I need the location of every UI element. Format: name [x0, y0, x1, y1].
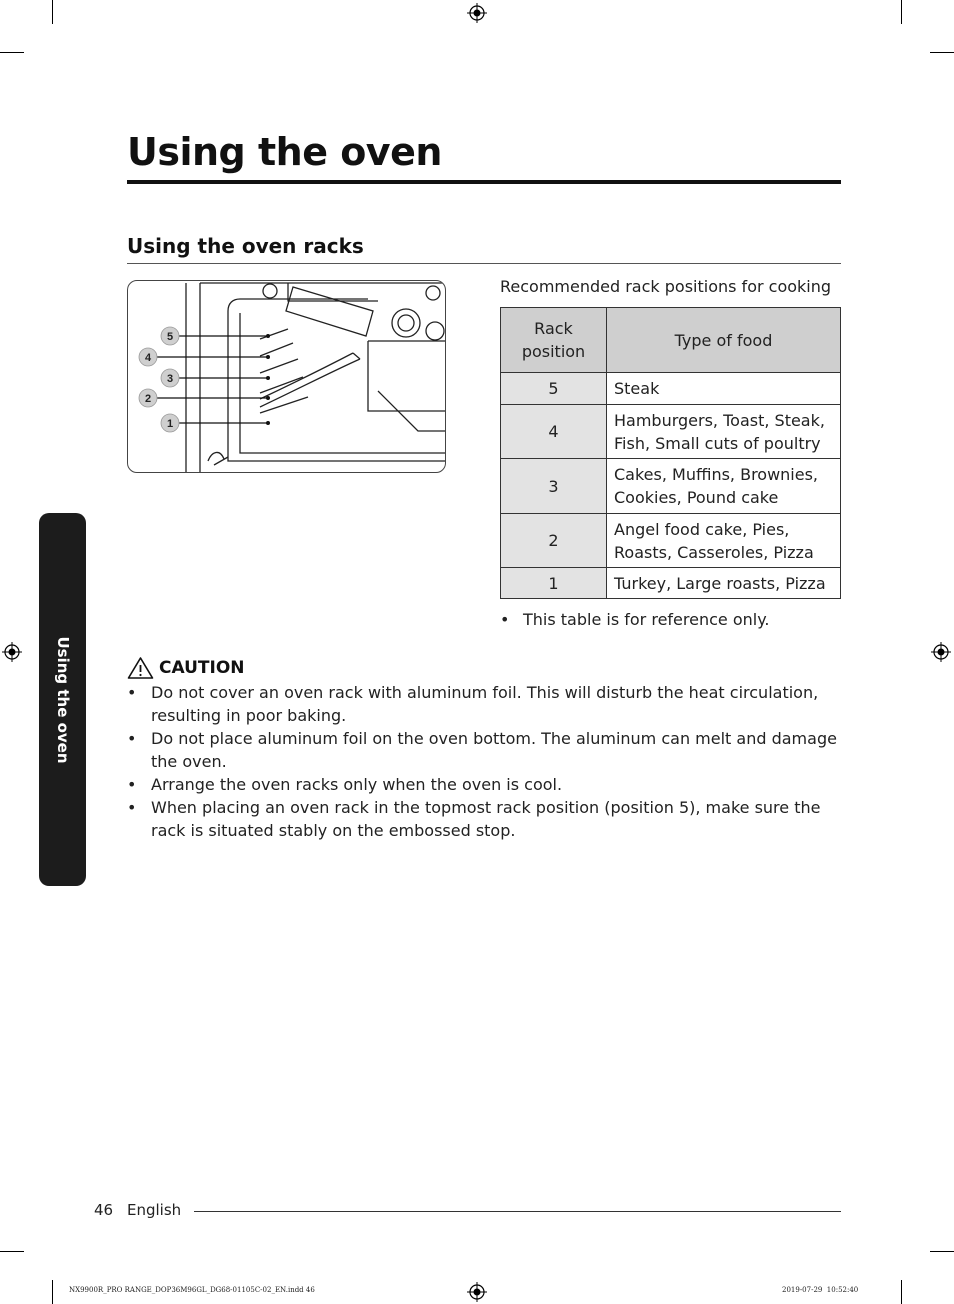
note-text: This table is for reference only.: [523, 610, 770, 629]
caution-item-text: Do not place aluminum foil on the oven bottom. The aluminum can melt and damage the oven.: [151, 729, 837, 771]
crop-mark: [901, 0, 902, 24]
registration-mark-icon: [931, 642, 951, 662]
crop-mark: [930, 52, 954, 53]
crop-mark: [901, 1280, 902, 1304]
oven-interior-drawing: [128, 281, 445, 472]
header-type-of-food: Type of food: [607, 308, 841, 373]
cell-position: 5: [501, 373, 607, 405]
cell-food: Cakes, Muffins, Brownies, Cookies, Pound cake: [607, 459, 841, 514]
rack-position-table: [500, 307, 841, 599]
section-rule: [127, 263, 841, 264]
rack-label-3: [161, 369, 179, 387]
registration-mark-icon: [467, 1282, 487, 1302]
header-rack-position: Rack position: [501, 308, 607, 373]
bullet: •: [127, 798, 137, 817]
table-caption: Recommended rack positions for cooking: [500, 277, 832, 296]
table-row: [501, 514, 841, 568]
caution-label: CAUTION: [159, 658, 245, 678]
cell-food: Angel food cake, Pies, Roasts, Casseroles, Pizza: [607, 514, 841, 568]
svg-text:4: 4: [144, 352, 152, 364]
page-number: 46: [94, 1201, 114, 1219]
cell-position: 1: [501, 568, 607, 599]
bullet: •: [127, 775, 137, 794]
footer-rule: [194, 1211, 841, 1212]
svg-text:2: 2: [144, 393, 152, 405]
registration-mark-icon: [2, 642, 22, 662]
caution-list: [127, 681, 837, 842]
registration-mark-icon: [467, 3, 487, 23]
crop-mark: [0, 1251, 24, 1252]
rack-label-4: [139, 348, 157, 366]
cell-food: Hamburgers, Toast, Steak, Fish, Small cuts of poultry: [607, 405, 841, 459]
cell-food: Turkey, Large roasts, Pizza: [607, 568, 841, 599]
cell-position: 2: [501, 514, 607, 568]
svg-text:1: 1: [166, 418, 174, 430]
chapter-side-tab: [39, 513, 86, 886]
list-item: [127, 727, 837, 773]
caution-item-text: Do not cover an oven rack with aluminum foil. This will disturb the heat circulation, resulting in poor baking.: [151, 683, 819, 725]
warning-triangle-icon: [127, 656, 154, 680]
caution-heading: [127, 656, 245, 680]
bullet: •: [500, 610, 510, 629]
table-row: [501, 459, 841, 514]
rack-label-5: [161, 327, 179, 345]
list-item: [127, 773, 837, 796]
page-title: Using the oven: [127, 130, 442, 174]
cell-position: 3: [501, 459, 607, 514]
cell-food: Steak: [607, 373, 841, 405]
bullet: •: [127, 683, 137, 702]
print-slug-file: NX9900R_PRO RANGE_DOP36M96GL_DG68-01105C-02_EN.indd 46: [69, 1286, 315, 1294]
caution-item-text: When placing an oven rack in the topmost rack position (position 5), make sure the rack is situated stably on the embossed stop.: [151, 798, 821, 840]
crop-mark: [52, 0, 53, 24]
list-item: [127, 796, 837, 842]
rack-label-2: [139, 389, 157, 407]
table-row: [501, 568, 841, 599]
svg-text:3: 3: [166, 373, 174, 385]
crop-mark: [930, 1251, 954, 1252]
table-row: [501, 405, 841, 459]
table-note: [500, 610, 769, 629]
caution-item-text: Arrange the oven racks only when the oven is cool.: [151, 775, 563, 794]
svg-text:5: 5: [166, 331, 174, 343]
crop-mark: [52, 1280, 53, 1304]
title-rule: [127, 180, 841, 184]
cell-position: 4: [501, 405, 607, 459]
table-header-row: [501, 308, 841, 373]
table-row: [501, 373, 841, 405]
rack-label-1: [161, 414, 179, 432]
section-title: Using the oven racks: [127, 234, 364, 258]
footer-language: English: [127, 1201, 182, 1219]
oven-rack-illustration: [127, 280, 446, 473]
side-tab-label: Using the oven: [53, 635, 72, 764]
crop-mark: [0, 52, 24, 53]
print-slug-timestamp: 2019-07-29 ￼ 10:52:40: [782, 1286, 859, 1294]
list-item: [127, 681, 837, 727]
bullet: •: [127, 729, 137, 748]
